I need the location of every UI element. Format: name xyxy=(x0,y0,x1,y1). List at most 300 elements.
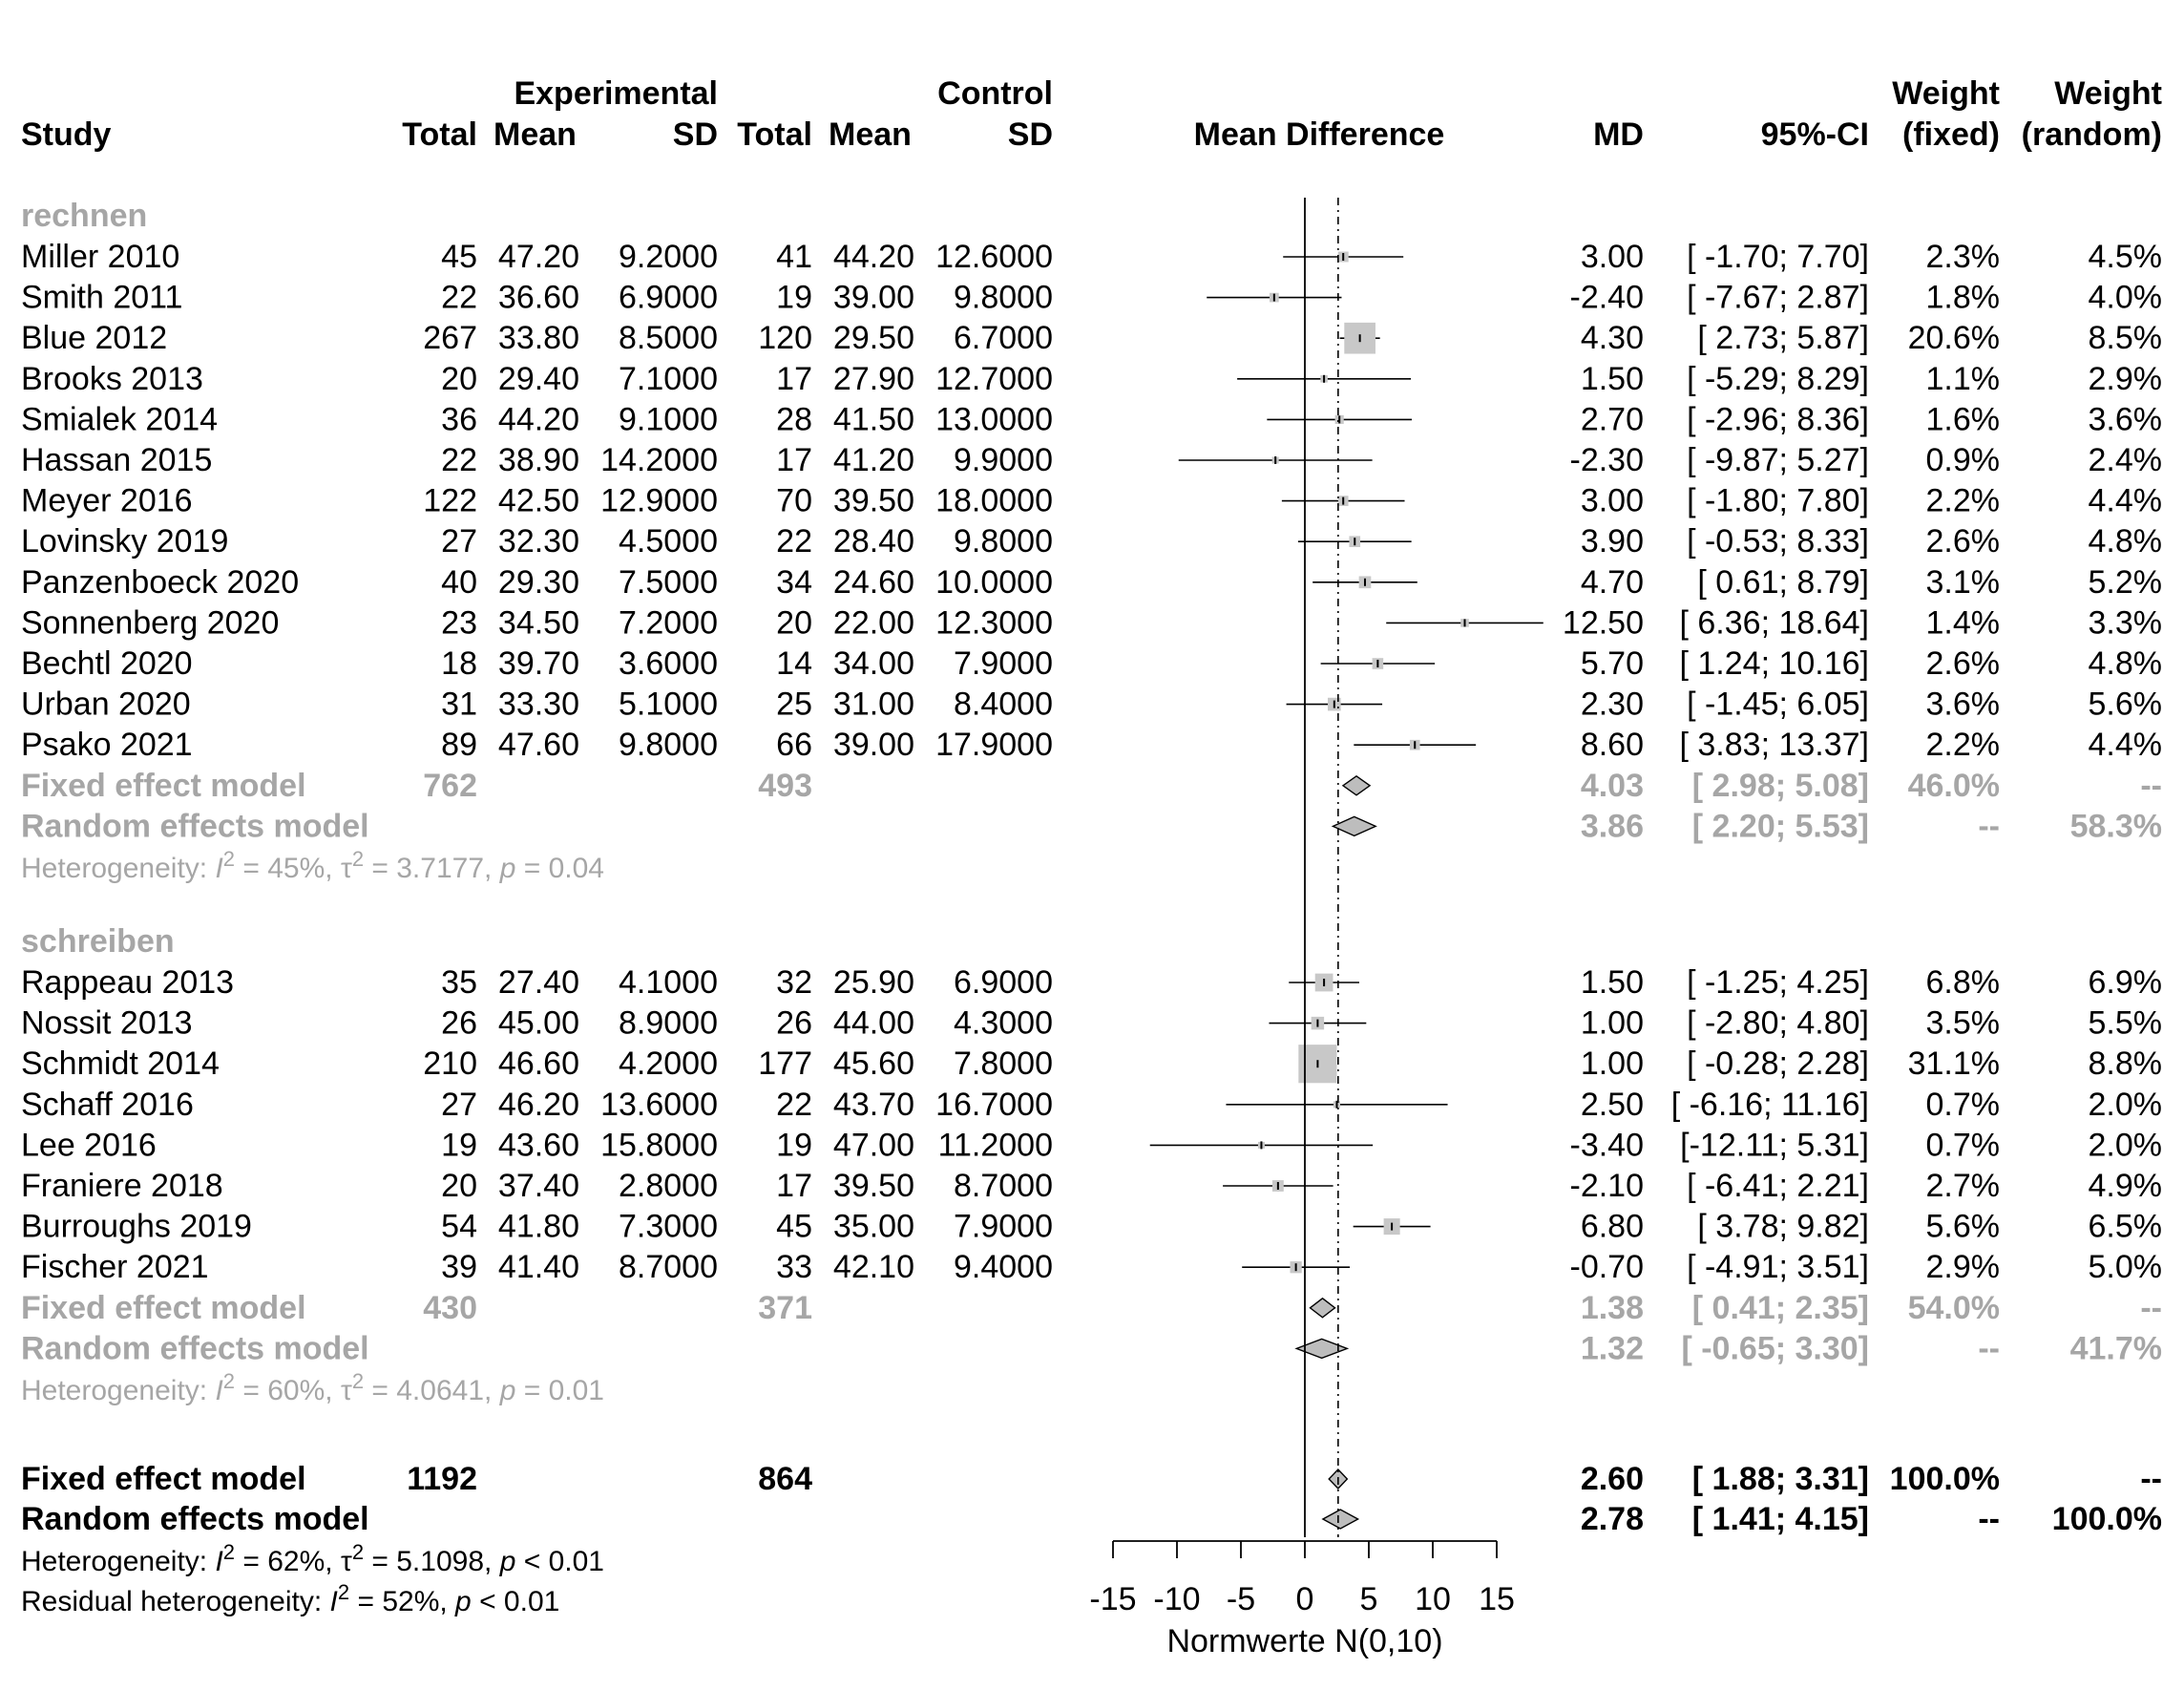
cell-e-sd: 9.2000 xyxy=(619,239,718,275)
cell-e-mean: 29.30 xyxy=(497,563,579,601)
cell-weight-random: 8.8% xyxy=(2088,1046,2162,1083)
cell-ci: [ -1.25; 4.25] xyxy=(1687,964,1869,1001)
cell-e-mean: 44.20 xyxy=(497,401,579,438)
study-name: Blue 2012 xyxy=(21,320,168,357)
cell-e-mean: 37.40 xyxy=(497,1168,579,1204)
cell-weight-fixed: 20.6% xyxy=(1907,320,2000,357)
cell-c-total: 41 xyxy=(776,239,812,275)
subgroup-heterogeneity: Heterogeneity: $I^2 = 45\%$, $\tau^2 = 3.7177$, p = 0.04 xyxy=(21,846,604,884)
cell-e-sd: 4.1000 xyxy=(619,964,718,1001)
cell-weight-random: 3.3% xyxy=(2088,604,2162,642)
cell-c-total: 32 xyxy=(776,964,812,1001)
cell-ci: [ 3.78; 9.82] xyxy=(1697,1208,1869,1245)
subgroup-fixed-wr: -- xyxy=(2140,1289,2162,1326)
overall-random-label: Random effects model xyxy=(21,1501,369,1537)
cell-md: -2.40 xyxy=(1569,279,1644,316)
cell-c-total: 70 xyxy=(776,482,812,519)
subgroup-fixed-wf: 54.0% xyxy=(1907,1289,2000,1326)
subgroup-random-wf: -- xyxy=(1978,808,2000,845)
cell-ci: [ -1.45; 6.05] xyxy=(1687,686,1869,723)
cell-c-sd: 7.9000 xyxy=(954,645,1053,682)
overall-random-diamond xyxy=(1323,1510,1358,1529)
cell-c-sd: 11.2000 xyxy=(937,1127,1053,1164)
subgroup-random-ci: [ 2.20; 5.53] xyxy=(1691,808,1869,845)
header-weight-fixed-title: Weight xyxy=(1892,75,2000,112)
cell-ci: [-12.11; 5.31] xyxy=(1680,1127,1869,1164)
cell-e-total: 54 xyxy=(441,1208,477,1245)
residual-heterogeneity: Residual heterogeneity: $I^2 = 52\%$, p < 0.01 xyxy=(21,1579,560,1617)
cell-e-total: 31 xyxy=(441,686,477,723)
cell-e-total: 39 xyxy=(441,1249,477,1286)
overall-fixed-wr: -- xyxy=(2140,1461,2162,1497)
cell-c-sd: 6.9000 xyxy=(954,964,1053,1001)
cell-weight-fixed: 2.6% xyxy=(1925,645,2000,682)
cell-e-mean: 38.90 xyxy=(497,442,579,478)
header-fixed: (fixed) xyxy=(1902,116,2000,153)
cell-md: 1.00 xyxy=(1580,1004,1644,1042)
cell-e-mean: 46.60 xyxy=(497,1046,579,1083)
cell-c-mean: 27.90 xyxy=(832,360,914,397)
cell-c-total: 17 xyxy=(776,360,812,397)
cell-c-total: 19 xyxy=(776,279,812,316)
cell-e-total: 267 xyxy=(423,320,477,357)
cell-e-total: 19 xyxy=(441,1127,477,1164)
cell-e-total: 35 xyxy=(441,964,477,1001)
cell-ci: [ 0.61; 8.79] xyxy=(1697,563,1869,601)
cell-e-mean: 46.20 xyxy=(497,1086,579,1123)
cell-c-total: 22 xyxy=(776,1086,812,1123)
cell-weight-fixed: 2.6% xyxy=(1925,523,2000,560)
cell-md: -3.40 xyxy=(1569,1127,1644,1164)
overall-random-md: 2.78 xyxy=(1580,1501,1644,1537)
cell-e-sd: 4.2000 xyxy=(619,1046,718,1083)
cell-weight-fixed: 6.8% xyxy=(1925,964,2000,1001)
cell-e-sd: 8.9000 xyxy=(619,1004,718,1042)
cell-weight-fixed: 2.3% xyxy=(1925,239,2000,275)
cell-ci: [ -2.96; 8.36] xyxy=(1687,401,1869,438)
cell-ci: [ -6.16; 11.16] xyxy=(1670,1086,1869,1123)
x-tick-label: -5 xyxy=(1226,1581,1256,1617)
overall-fixed-md: 2.60 xyxy=(1580,1461,1644,1497)
study-name: Brooks 2013 xyxy=(21,360,203,397)
cell-md: 3.00 xyxy=(1580,482,1644,519)
cell-weight-random: 4.8% xyxy=(2088,523,2162,560)
cell-weight-fixed: 3.6% xyxy=(1925,686,2000,723)
cell-md: 1.50 xyxy=(1580,964,1644,1001)
cell-e-sd: 7.3000 xyxy=(619,1208,718,1245)
cell-md: 3.00 xyxy=(1580,239,1644,275)
cell-c-sd: 8.7000 xyxy=(954,1168,1053,1204)
cell-c-total: 17 xyxy=(776,442,812,478)
cell-e-total: 45 xyxy=(441,239,477,275)
cell-weight-random: 4.4% xyxy=(2088,727,2162,764)
cell-c-mean: 41.20 xyxy=(832,442,914,478)
cell-e-mean: 47.20 xyxy=(497,239,579,275)
cell-e-sd: 2.8000 xyxy=(619,1168,718,1204)
subgroup-fixed-e-total: 762 xyxy=(423,767,477,804)
study-name: Urban 2020 xyxy=(21,686,191,723)
cell-c-mean: 22.00 xyxy=(832,604,914,642)
cell-weight-random: 5.6% xyxy=(2088,686,2162,723)
cell-c-mean: 31.00 xyxy=(832,686,914,723)
cell-c-mean: 28.40 xyxy=(832,523,914,560)
cell-c-mean: 44.00 xyxy=(832,1004,914,1042)
cell-ci: [ -1.70; 7.70] xyxy=(1687,239,1869,275)
header-ci: 95%-CI xyxy=(1760,116,1869,153)
cell-md: 2.30 xyxy=(1580,686,1644,723)
cell-e-total: 20 xyxy=(441,1168,477,1204)
x-tick-label: -15 xyxy=(1089,1581,1137,1617)
cell-weight-random: 5.2% xyxy=(2088,563,2162,601)
cell-ci: [ 1.24; 10.16] xyxy=(1679,645,1869,682)
study-name: Franiere 2018 xyxy=(21,1168,223,1204)
cell-e-mean: 45.00 xyxy=(497,1004,579,1042)
study-name: Sonnenberg 2020 xyxy=(21,604,280,642)
cell-c-mean: 43.70 xyxy=(832,1086,914,1123)
subgroup-label: rechnen xyxy=(21,198,148,234)
cell-weight-fixed: 1.8% xyxy=(1925,279,2000,316)
cell-c-sd: 4.3000 xyxy=(954,1004,1053,1042)
subgroup-fixed-wr: -- xyxy=(2140,767,2162,804)
cell-c-total: 66 xyxy=(776,727,812,764)
overall-fixed-ci: [ 1.88; 3.31] xyxy=(1691,1461,1869,1497)
header-md: MD xyxy=(1593,116,1644,153)
cell-e-mean: 42.50 xyxy=(497,482,579,519)
study-name: Hassan 2015 xyxy=(21,442,213,478)
cell-ci: [ 2.73; 5.87] xyxy=(1697,320,1869,357)
cell-e-sd: 7.1000 xyxy=(619,360,718,397)
cell-e-sd: 13.6000 xyxy=(600,1086,718,1123)
cell-c-mean: 25.90 xyxy=(832,964,914,1001)
subgroup-fixed-label: Fixed effect model xyxy=(21,1289,306,1326)
subgroup-random-wr: 41.7% xyxy=(2069,1330,2162,1367)
study-name: Smialek 2014 xyxy=(21,401,219,438)
cell-e-sd: 5.1000 xyxy=(619,686,718,723)
cell-ci: [ 6.36; 18.64] xyxy=(1679,604,1869,642)
study-name: Bechtl 2020 xyxy=(21,645,193,682)
cell-e-total: 22 xyxy=(441,442,477,478)
cell-c-total: 33 xyxy=(776,1249,812,1286)
overall-heterogeneity: Heterogeneity: $I^2 = 62\%$, $\tau^2 = 5.1098$, p < 0.01 xyxy=(21,1539,604,1577)
cell-weight-random: 8.5% xyxy=(2088,320,2162,357)
cell-c-mean: 39.00 xyxy=(832,727,914,764)
cell-c-sd: 12.7000 xyxy=(935,360,1053,397)
cell-e-mean: 41.80 xyxy=(497,1208,579,1245)
cell-e-sd: 4.5000 xyxy=(619,523,718,560)
cell-e-total: 27 xyxy=(441,1086,477,1123)
cell-e-total: 22 xyxy=(441,279,477,316)
cell-c-mean: 39.50 xyxy=(832,482,914,519)
cell-weight-fixed: 5.6% xyxy=(1925,1208,2000,1245)
cell-e-total: 18 xyxy=(441,645,477,682)
cell-c-sd: 13.0000 xyxy=(935,401,1053,438)
header-c-sd: SD xyxy=(1007,116,1053,153)
cell-weight-random: 5.5% xyxy=(2088,1004,2162,1042)
header-c-total: Total xyxy=(737,116,812,153)
cell-c-total: 17 xyxy=(776,1168,812,1204)
overall-random-wf: -- xyxy=(1978,1501,2000,1537)
cell-c-sd: 9.8000 xyxy=(954,523,1053,560)
cell-weight-fixed: 0.7% xyxy=(1925,1127,2000,1164)
cell-e-total: 89 xyxy=(441,727,477,764)
subgroup-random-wf: -- xyxy=(1978,1330,2000,1367)
cell-md: -0.70 xyxy=(1569,1249,1644,1286)
cell-weight-fixed: 0.7% xyxy=(1925,1086,2000,1123)
cell-c-sd: 9.9000 xyxy=(954,442,1053,478)
header-control: Control xyxy=(937,75,1053,112)
cell-weight-random: 3.6% xyxy=(2088,401,2162,438)
cell-c-total: 19 xyxy=(776,1127,812,1164)
subgroup-fixed-wf: 46.0% xyxy=(1907,767,2000,804)
study-name: Lovinsky 2019 xyxy=(21,523,229,560)
cell-e-mean: 41.40 xyxy=(497,1249,579,1286)
cell-e-total: 20 xyxy=(441,360,477,397)
cell-e-sd: 3.6000 xyxy=(619,645,718,682)
study-name: Meyer 2016 xyxy=(21,482,193,519)
cell-weight-random: 2.9% xyxy=(2088,360,2162,397)
study-name: Burroughs 2019 xyxy=(21,1208,252,1245)
overall-random-wr: 100.0% xyxy=(2051,1501,2162,1537)
subgroup-random-diamond xyxy=(1333,816,1376,835)
cell-e-mean: 34.50 xyxy=(497,604,579,642)
cell-weight-fixed: 1.1% xyxy=(1925,360,2000,397)
header-e-sd: SD xyxy=(672,116,718,153)
cell-md: 3.90 xyxy=(1580,523,1644,560)
header-c-mean: Mean xyxy=(829,116,912,153)
subgroup-random-md: 1.32 xyxy=(1580,1330,1644,1367)
subgroup-random-label: Random effects model xyxy=(21,808,369,845)
cell-md: 4.70 xyxy=(1580,563,1644,601)
cell-e-sd: 7.5000 xyxy=(619,563,718,601)
cell-c-mean: 42.10 xyxy=(832,1249,914,1286)
cell-c-mean: 34.00 xyxy=(832,645,914,682)
overall-fixed-e-total: 1192 xyxy=(407,1461,477,1497)
cell-md: 2.50 xyxy=(1580,1086,1644,1123)
cell-c-mean: 41.50 xyxy=(832,401,914,438)
cell-c-sd: 16.7000 xyxy=(935,1086,1053,1123)
study-name: Nossit 2013 xyxy=(21,1004,193,1042)
cell-weight-random: 4.9% xyxy=(2088,1168,2162,1204)
cell-e-mean: 32.30 xyxy=(497,523,579,560)
cell-c-mean: 35.00 xyxy=(832,1208,914,1245)
cell-c-total: 22 xyxy=(776,523,812,560)
subgroup-label: schreiben xyxy=(21,923,175,960)
cell-weight-fixed: 1.4% xyxy=(1925,604,2000,642)
subgroup-fixed-diamond xyxy=(1343,776,1370,795)
cell-md: -2.10 xyxy=(1569,1168,1644,1204)
cell-e-sd: 14.2000 xyxy=(600,442,718,478)
study-name: Schaff 2016 xyxy=(21,1086,194,1123)
cell-weight-fixed: 3.1% xyxy=(1925,563,2000,601)
cell-e-mean: 43.60 xyxy=(497,1127,579,1164)
x-tick-label: 5 xyxy=(1359,1581,1378,1617)
cell-e-mean: 39.70 xyxy=(497,645,579,682)
subgroup-fixed-c-total: 493 xyxy=(758,767,812,804)
cell-c-total: 25 xyxy=(776,686,812,723)
study-name: Psako 2021 xyxy=(21,727,193,764)
subgroup-fixed-ci: [ 2.98; 5.08] xyxy=(1691,767,1869,804)
cell-e-sd: 15.8000 xyxy=(600,1127,718,1164)
cell-md: 4.30 xyxy=(1580,320,1644,357)
cell-c-sd: 7.8000 xyxy=(954,1046,1053,1083)
cell-e-total: 27 xyxy=(441,523,477,560)
cell-md: 8.60 xyxy=(1580,727,1644,764)
study-name: Fischer 2021 xyxy=(21,1249,209,1286)
cell-weight-random: 6.9% xyxy=(2088,964,2162,1001)
cell-e-total: 26 xyxy=(441,1004,477,1042)
cell-c-sd: 12.6000 xyxy=(935,239,1053,275)
overall-fixed-wf: 100.0% xyxy=(1889,1461,2000,1497)
cell-weight-random: 2.4% xyxy=(2088,442,2162,478)
cell-ci: [ -6.41; 2.21] xyxy=(1687,1168,1869,1204)
cell-weight-fixed: 1.6% xyxy=(1925,401,2000,438)
cell-c-sd: 9.4000 xyxy=(954,1249,1053,1286)
cell-c-sd: 12.3000 xyxy=(935,604,1053,642)
subgroup-fixed-label: Fixed effect model xyxy=(21,767,306,804)
cell-c-sd: 8.4000 xyxy=(954,686,1053,723)
cell-ci: [ -1.80; 7.80] xyxy=(1687,482,1869,519)
cell-ci: [ -0.53; 8.33] xyxy=(1687,523,1869,560)
cell-weight-random: 4.5% xyxy=(2088,239,2162,275)
cell-md: 1.00 xyxy=(1580,1046,1644,1083)
cell-c-sd: 10.0000 xyxy=(935,563,1053,601)
cell-ci: [ -7.67; 2.87] xyxy=(1687,279,1869,316)
cell-weight-random: 2.0% xyxy=(2088,1127,2162,1164)
cell-e-mean: 27.40 xyxy=(497,964,579,1001)
cell-e-total: 23 xyxy=(441,604,477,642)
cell-weight-fixed: 2.7% xyxy=(1925,1168,2000,1204)
subgroup-heterogeneity: Heterogeneity: $I^2 = 60\%$, $\tau^2 = 4.0641$, p = 0.01 xyxy=(21,1368,604,1406)
cell-c-total: 120 xyxy=(758,320,812,357)
cell-c-mean: 47.00 xyxy=(832,1127,914,1164)
cell-ci: [ -9.87; 5.27] xyxy=(1687,442,1869,478)
cell-c-mean: 29.50 xyxy=(832,320,914,357)
subgroup-random-label: Random effects model xyxy=(21,1330,369,1367)
cell-c-total: 14 xyxy=(776,645,812,682)
study-name: Lee 2016 xyxy=(21,1127,157,1164)
overall-fixed-c-total: 864 xyxy=(758,1461,812,1497)
cell-e-total: 122 xyxy=(423,482,477,519)
cell-weight-fixed: 0.9% xyxy=(1925,442,2000,478)
cell-c-sd: 6.7000 xyxy=(954,320,1053,357)
cell-e-sd: 12.9000 xyxy=(600,482,718,519)
cell-e-mean: 33.30 xyxy=(497,686,579,723)
cell-c-total: 45 xyxy=(776,1208,812,1245)
cell-md: 1.50 xyxy=(1580,360,1644,397)
study-name: Miller 2010 xyxy=(21,239,180,275)
subgroup-fixed-e-total: 430 xyxy=(423,1289,477,1326)
cell-weight-random: 4.0% xyxy=(2088,279,2162,316)
cell-weight-fixed: 2.2% xyxy=(1925,482,2000,519)
cell-e-mean: 29.40 xyxy=(497,360,579,397)
x-tick-label: 15 xyxy=(1479,1581,1515,1617)
cell-e-total: 210 xyxy=(423,1046,477,1083)
cell-e-sd: 9.8000 xyxy=(619,727,718,764)
cell-weight-random: 4.4% xyxy=(2088,482,2162,519)
cell-e-mean: 47.60 xyxy=(497,727,579,764)
subgroup-fixed-diamond xyxy=(1310,1299,1334,1318)
cell-e-total: 40 xyxy=(441,563,477,601)
cell-weight-random: 2.0% xyxy=(2088,1086,2162,1123)
header-e-mean: Mean xyxy=(494,116,577,153)
cell-e-mean: 33.80 xyxy=(497,320,579,357)
cell-weight-fixed: 31.1% xyxy=(1907,1046,2000,1083)
cell-e-sd: 9.1000 xyxy=(619,401,718,438)
header-e-total: Total xyxy=(402,116,477,153)
subgroup-random-ci: [ -0.65; 3.30] xyxy=(1681,1330,1869,1367)
cell-e-sd: 8.5000 xyxy=(619,320,718,357)
cell-c-mean: 39.50 xyxy=(832,1168,914,1204)
subgroup-random-wr: 58.3% xyxy=(2069,808,2162,845)
cell-c-total: 26 xyxy=(776,1004,812,1042)
cell-e-sd: 8.7000 xyxy=(619,1249,718,1286)
cell-ci: [ -4.91; 3.51] xyxy=(1687,1249,1869,1286)
cell-weight-random: 5.0% xyxy=(2088,1249,2162,1286)
header-study: Study xyxy=(21,116,112,153)
x-tick-label: -10 xyxy=(1153,1581,1201,1617)
cell-ci: [ -0.28; 2.28] xyxy=(1687,1046,1869,1083)
subgroup-random-md: 3.86 xyxy=(1580,808,1644,845)
subgroup-fixed-md: 1.38 xyxy=(1580,1289,1644,1326)
cell-e-sd: 6.9000 xyxy=(619,279,718,316)
header-random: (random) xyxy=(2021,116,2162,153)
cell-md: 5.70 xyxy=(1580,645,1644,682)
study-name: Panzenboeck 2020 xyxy=(21,563,300,601)
overall-random-ci: [ 1.41; 4.15] xyxy=(1691,1501,1869,1537)
x-axis-title: Normwerte N(0,10) xyxy=(1166,1623,1443,1659)
x-tick-label: 0 xyxy=(1295,1581,1314,1617)
cell-weight-random: 6.5% xyxy=(2088,1208,2162,1245)
x-tick-label: 10 xyxy=(1415,1581,1451,1617)
cell-ci: [ -2.80; 4.80] xyxy=(1687,1004,1869,1042)
cell-weight-random: 4.8% xyxy=(2088,645,2162,682)
cell-e-total: 36 xyxy=(441,401,477,438)
cell-ci: [ -5.29; 8.29] xyxy=(1687,360,1869,397)
cell-c-sd: 7.9000 xyxy=(954,1208,1053,1245)
subgroup-fixed-c-total: 371 xyxy=(758,1289,812,1326)
cell-c-sd: 9.8000 xyxy=(954,279,1053,316)
cell-c-total: 28 xyxy=(776,401,812,438)
study-name: Rappeau 2013 xyxy=(21,964,235,1001)
study-name: Smith 2011 xyxy=(21,279,183,316)
cell-c-sd: 17.9000 xyxy=(935,727,1053,764)
header-mean-difference: Mean Difference xyxy=(1193,116,1445,153)
cell-c-sd: 18.0000 xyxy=(935,482,1053,519)
cell-md: 12.50 xyxy=(1562,604,1644,642)
cell-ci: [ 3.83; 13.37] xyxy=(1679,727,1869,764)
subgroup-fixed-md: 4.03 xyxy=(1580,767,1644,804)
cell-e-sd: 7.2000 xyxy=(619,604,718,642)
cell-c-total: 177 xyxy=(758,1046,812,1083)
cell-c-mean: 24.60 xyxy=(832,563,914,601)
cell-c-total: 34 xyxy=(776,563,812,601)
subgroup-fixed-ci: [ 0.41; 2.35] xyxy=(1691,1289,1869,1326)
header-weight-random-title: Weight xyxy=(2054,75,2162,112)
cell-md: -2.30 xyxy=(1569,442,1644,478)
cell-weight-fixed: 2.9% xyxy=(1925,1249,2000,1286)
cell-c-mean: 39.00 xyxy=(832,279,914,316)
cell-md: 2.70 xyxy=(1580,401,1644,438)
cell-c-mean: 45.60 xyxy=(832,1046,914,1083)
cell-weight-fixed: 3.5% xyxy=(1925,1004,2000,1042)
study-name: Schmidt 2014 xyxy=(21,1046,220,1083)
cell-md: 6.80 xyxy=(1580,1208,1644,1245)
cell-e-mean: 36.60 xyxy=(497,279,579,316)
cell-c-mean: 44.20 xyxy=(832,239,914,275)
cell-weight-fixed: 2.2% xyxy=(1925,727,2000,764)
overall-fixed-label: Fixed effect model xyxy=(21,1461,306,1497)
cell-c-total: 20 xyxy=(776,604,812,642)
